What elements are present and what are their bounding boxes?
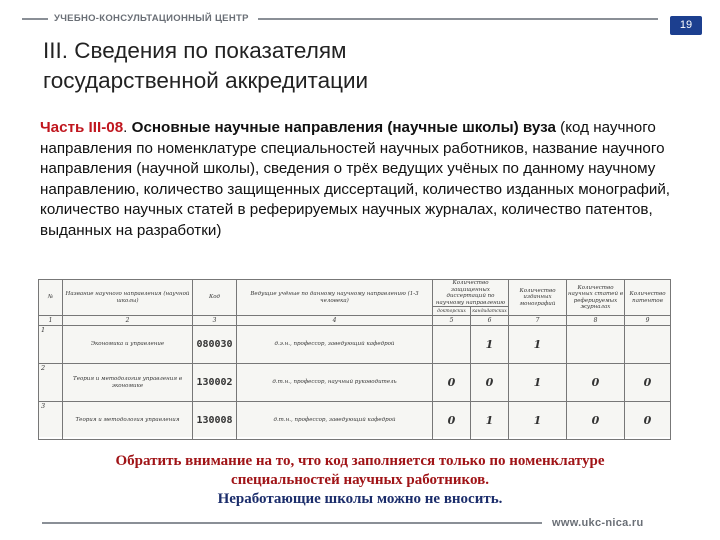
note-line-3: Неработающие школы можно не вносить.: [217, 491, 503, 507]
index-cell: 4: [237, 316, 433, 326]
row-doctoral: [433, 326, 471, 364]
index-cell: 6: [471, 316, 509, 326]
section-heading: Основные научные направления (научные школы) вуза: [131, 119, 556, 136]
row-scientists: д.э.н., профессор, заведующий кафедрой: [237, 326, 433, 364]
row-code: 130002: [193, 364, 237, 402]
row-code: 130008: [193, 402, 237, 440]
row-number: 1: [39, 326, 63, 364]
scanned-form-table: [38, 279, 670, 437]
col-header-no: №: [39, 280, 63, 316]
row-doctoral: 0: [433, 364, 471, 402]
table-header-row: [39, 280, 671, 307]
row-direction: Теория и методология управления: [63, 402, 193, 440]
part-separator: .: [123, 119, 132, 136]
row-candidate: 1: [471, 326, 509, 364]
section-text: (код научного направления по номенклатуре специальностей научных работников, название научного направления (научной школы), сведения о трёх ведущих учёных по данному научному направлению, количество защищенных диссертаций, количество изданных монографий, количество научных статей в реферируемых научных журналах, количество патентов, выданных на разработки): [40, 119, 671, 239]
note-line-1: Обратить внимание на то, что код заполняется только по номенклатуре: [115, 453, 605, 469]
col-header-dissertations: Количество защищенных диссертаций по научному направлению: [433, 280, 509, 307]
row-scientists: д.т.н., профессор, научный руководитель: [237, 364, 433, 402]
index-cell: 3: [193, 316, 237, 326]
table-row: [39, 326, 671, 364]
row-scientists: д.т.н., профессор, заведующий кафедрой: [237, 402, 433, 440]
page-number-badge: 19: [670, 16, 702, 35]
index-cell: 5: [433, 316, 471, 326]
row-number: 3: [39, 402, 63, 440]
brand-name: УЧЕБНО-КОНСУЛЬТАЦИОННЫЙ ЦЕНТР: [54, 13, 249, 24]
top-brand-bar: [0, 13, 720, 25]
accreditation-table: [38, 279, 671, 440]
row-candidate: 1: [471, 402, 509, 440]
col-header-monographs: Количество изданных монографий: [509, 280, 567, 316]
col-header-direction: Название научного направления (научной школы): [63, 280, 193, 316]
col-header-scientists: Ведущие учёные по данному научному направлению (1-3 человека): [237, 280, 433, 316]
row-code: 080030: [193, 326, 237, 364]
note-line-2: специальностей научных работников.: [231, 472, 489, 488]
col-header-patents: Количество патентов: [625, 280, 671, 316]
slide-title-line-2: государственной аккредитации: [43, 68, 369, 93]
section-description: [40, 118, 690, 241]
row-monographs: 1: [509, 402, 567, 440]
table-index-row: [39, 316, 671, 326]
row-direction: Теория и методология управления в экономике: [63, 364, 193, 402]
table-row: [39, 402, 671, 440]
index-cell: 9: [625, 316, 671, 326]
subheader-candidate: кандидатских: [472, 308, 507, 314]
row-doctoral: 0: [433, 402, 471, 440]
row-patents: 0: [625, 364, 671, 402]
row-number: 2: [39, 364, 63, 402]
table-row: [39, 364, 671, 402]
part-label: Часть III-08: [40, 119, 124, 136]
row-direction: Экономика и управление: [63, 326, 193, 364]
footer-url: www.ukc-nica.ru: [552, 517, 644, 529]
slide-title-line-1: III. Сведения по показателям: [43, 38, 347, 63]
row-candidate: 0: [471, 364, 509, 402]
row-patents: 0: [625, 402, 671, 440]
brand-divider-left: [22, 18, 48, 20]
footer-bar: [0, 517, 720, 529]
row-monographs: 1: [509, 364, 567, 402]
row-articles: 0: [567, 364, 625, 402]
index-cell: 7: [509, 316, 567, 326]
row-monographs: 1: [509, 326, 567, 364]
index-cell: 8: [567, 316, 625, 326]
col-header-articles: Количество научных статей в реферируемых журналах: [567, 280, 625, 316]
brand-divider-right: [258, 18, 658, 20]
attention-note: [40, 452, 680, 509]
row-patents: [625, 326, 671, 364]
index-cell: 2: [63, 316, 193, 326]
col-header-code: Код: [193, 280, 237, 316]
slide-title: [43, 36, 643, 96]
subheader-doctoral: докторских: [433, 307, 471, 316]
row-articles: 0: [567, 402, 625, 440]
index-cell: 1: [39, 316, 63, 326]
footer-divider: [42, 522, 542, 524]
row-articles: [567, 326, 625, 364]
